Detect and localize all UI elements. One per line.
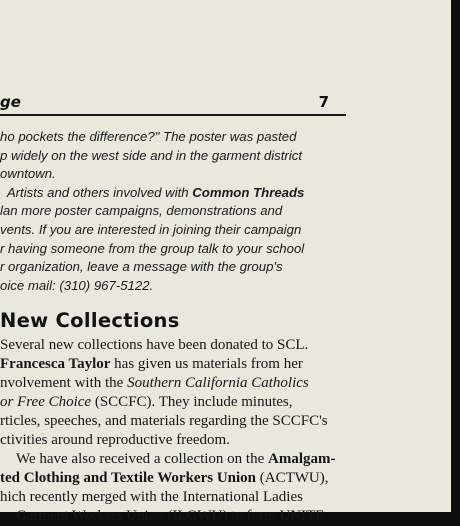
text-line: ctivities around reproductive freedom. bbox=[0, 432, 230, 448]
text-line: p widely on the west side and in the garment district bbox=[0, 147, 303, 163]
text-line bbox=[0, 184, 350, 203]
bold-name: ted Clothing and Textile Workers Union bbox=[0, 470, 257, 486]
text-line: lan more poster campaigns, demonstrations and bbox=[0, 203, 283, 219]
text-fragment: nvolvement with the bbox=[0, 375, 128, 391]
text-line: r organization, leave a message with the group's bbox=[0, 259, 283, 275]
italic-org-name: or Free Choice bbox=[0, 394, 92, 410]
text-line bbox=[0, 393, 350, 412]
text-line: Several new collections have been donated to SCL. bbox=[0, 337, 309, 353]
text-line: owntown. bbox=[0, 166, 56, 182]
text-line: ho pockets the difference?" The poster was pasted bbox=[0, 129, 297, 144]
text-line: Garment Workers Union (ILGWU) to form UNITE bbox=[16, 508, 325, 524]
text-line: oice mail: (310) 967-5122. bbox=[0, 277, 154, 293]
text-line: vents. If you are interested in joining their campaign bbox=[0, 221, 302, 237]
page-header bbox=[0, 93, 346, 113]
text-line bbox=[0, 374, 350, 393]
bold-name: Francesca Taylor bbox=[0, 356, 111, 372]
text-fragment: We have also received a collection on the bbox=[16, 451, 269, 467]
page-number: 7 bbox=[318, 93, 329, 111]
header-rule bbox=[0, 114, 346, 116]
continued-article bbox=[0, 128, 350, 295]
text-line: rticles, speeches, and materials regarding the SCCFC's bbox=[0, 413, 328, 429]
text-line: r having someone from the group talk to your school bbox=[0, 240, 305, 256]
bold-name: Amalgam- bbox=[268, 451, 336, 467]
text-line bbox=[0, 469, 350, 488]
text-line: hich recently merged with the International Ladies bbox=[0, 489, 303, 505]
text-line bbox=[0, 450, 350, 469]
text-fragment: has given us materials from her bbox=[110, 356, 303, 372]
text-fragment: Artists and others involved with bbox=[0, 184, 193, 200]
bold-name: Common Threads bbox=[192, 184, 305, 200]
italic-org-name: Southern California Catholics bbox=[127, 375, 309, 391]
text-fragment: (ACTWU), bbox=[256, 470, 329, 486]
running-title: ge bbox=[0, 93, 21, 111]
text-fragment: (SCCFC). They include minutes, bbox=[91, 394, 293, 410]
section-body bbox=[0, 336, 350, 526]
section-heading: New Collections bbox=[0, 309, 180, 332]
text-line bbox=[0, 355, 350, 374]
